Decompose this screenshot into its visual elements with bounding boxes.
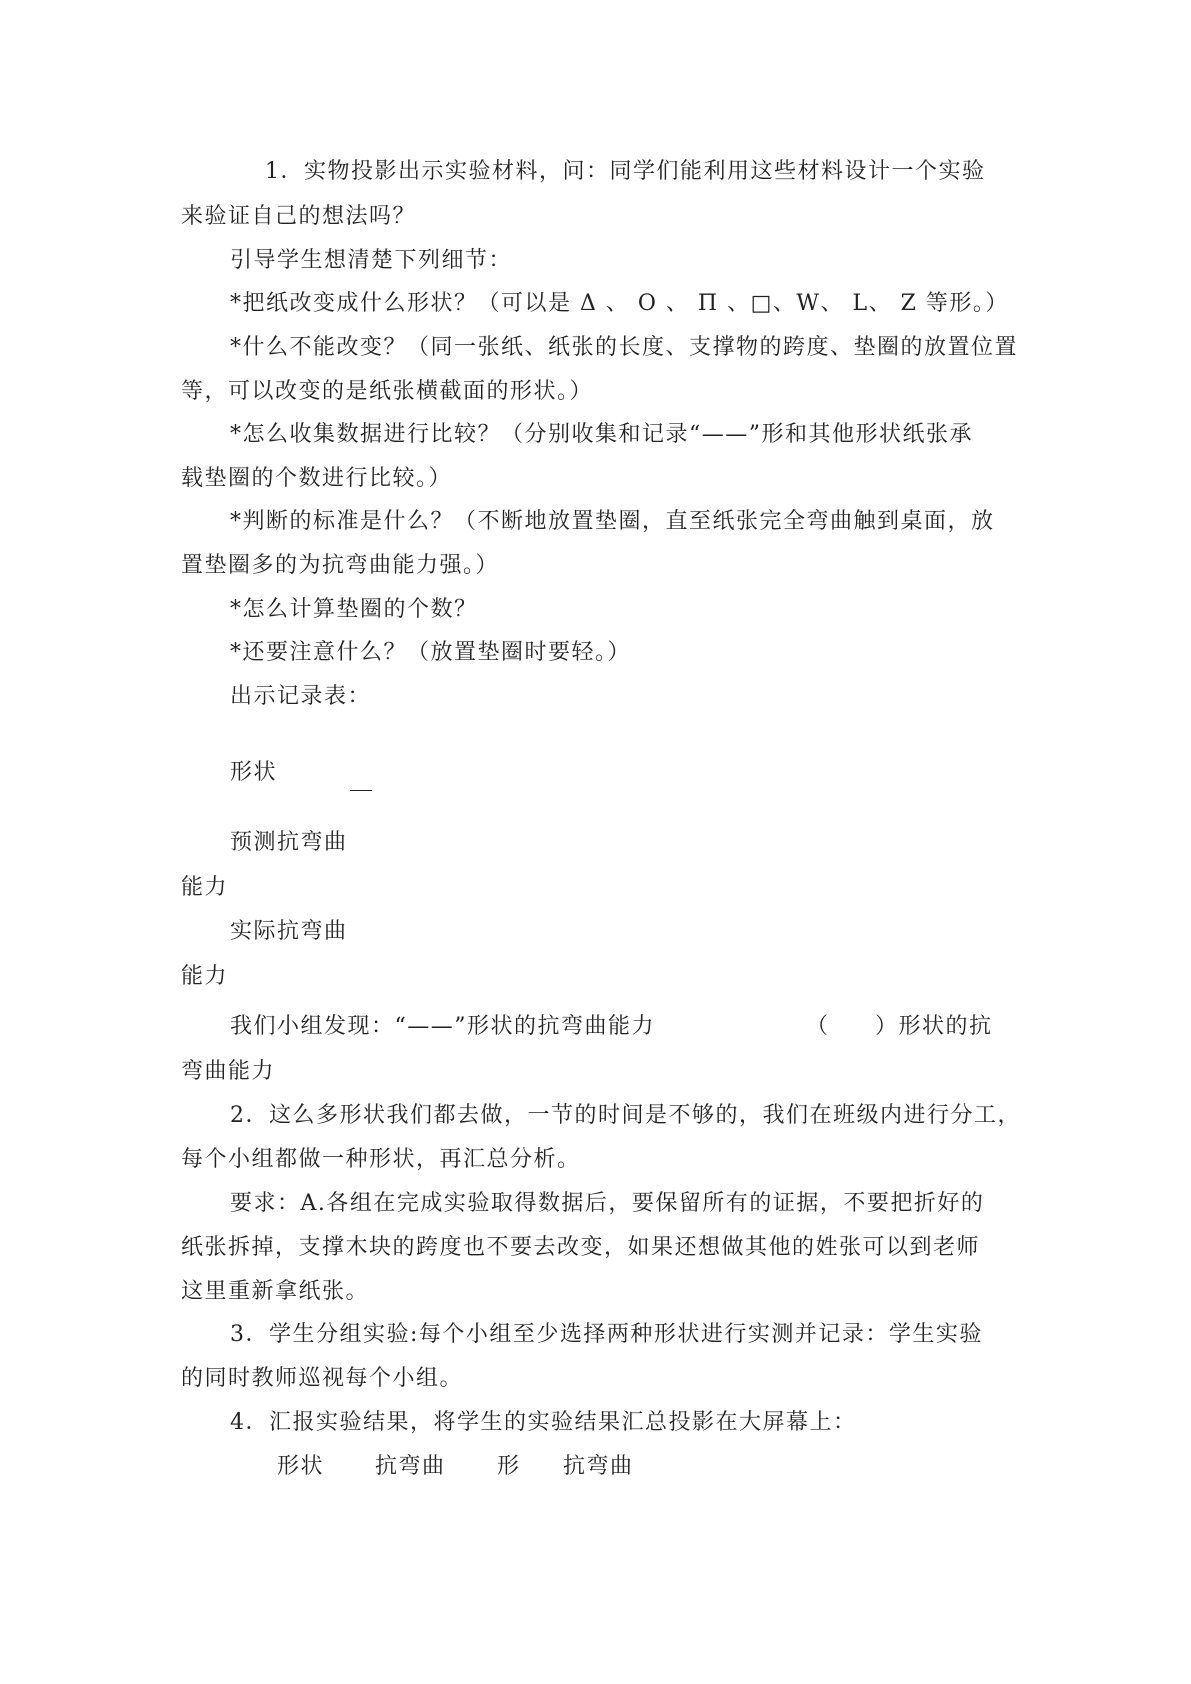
table-label-shape: 形状 bbox=[230, 760, 278, 785]
detail-constant-line-2: 等，可以改变的是纸张横截面的形状。） bbox=[181, 379, 594, 404]
table-label-predict-line-2: 能力 bbox=[181, 875, 229, 900]
detail-collect-line-2: 载垫圈的个数进行比较。） bbox=[181, 466, 453, 491]
table-dash-mark bbox=[350, 790, 372, 791]
summary-col-bend-1: 抗弯曲 bbox=[375, 1454, 446, 1479]
finding-text: 我们小组发现：“——”形状的抗弯曲能力 bbox=[230, 1014, 655, 1039]
table-label-actual-line-2: 能力 bbox=[181, 964, 229, 989]
para-3-line-1: 3．学生分组实验:每个小组至少选择两种形状进行实测并记录：学生实验 bbox=[230, 1322, 983, 1347]
guide-heading: 引导学生想清楚下列细节： bbox=[230, 248, 513, 273]
para-1-line-2: 来验证自己的想法吗？ bbox=[181, 204, 417, 229]
detail-criteria-line-1: *判断的标准是什么？（不断地放置垫圈，直至纸张完全弯曲触到桌面，放 bbox=[230, 509, 995, 534]
finding-paren-close: ）形状的抗 bbox=[875, 1014, 993, 1039]
table-label-actual-line-1: 实际抗弯曲 bbox=[230, 919, 348, 944]
para-4: 4．汇报实验结果，将学生的实验结果汇总投影在大屏幕上： bbox=[230, 1410, 857, 1435]
finding-line-2: 弯曲能力 bbox=[181, 1059, 276, 1084]
detail-criteria-line-2: 置垫圈多的为抗弯曲能力强。） bbox=[181, 553, 500, 578]
detail-constant-line-1: *什么不能改变？（同一张纸、纸张的长度、支撑物的跨度、垫圈的放置位置 bbox=[230, 335, 1019, 360]
requirement-line-3: 这里重新拿纸张。 bbox=[181, 1279, 370, 1304]
record-table-heading: 出示记录表： bbox=[230, 684, 372, 709]
para-1-line-1: 1．实物投影出示实验材料，问：同学们能利用这些材料设计一个实验 bbox=[265, 159, 986, 184]
detail-count: *怎么计算垫圈的个数？ bbox=[230, 597, 478, 622]
table-label-predict-line-1: 预测抗弯曲 bbox=[230, 830, 348, 855]
para-2-line-2: 每个小组都做一种形状，再汇总分析。 bbox=[181, 1147, 581, 1172]
detail-caution: *还要注意什么？（放置垫圈时要轻。） bbox=[230, 640, 632, 665]
requirement-line-2: 纸张拆掉，支撑木块的跨度也不要去改变，如果还想做其他的姓张可以到老师 bbox=[181, 1235, 981, 1260]
summary-col-bend-2: 抗弯曲 bbox=[563, 1454, 634, 1479]
para-2-line-1: 2．这么多形状我们都去做，一节的时间是不够的，我们在班级内进行分工， bbox=[230, 1103, 1021, 1128]
para-3-line-2: 的同时教师巡视每个小组。 bbox=[181, 1366, 464, 1391]
detail-shape: *把纸改变成什么形状？（可以是 Δ 、 Ο 、 Π 、□、W、 L、 Z 等形。） bbox=[230, 291, 1009, 316]
requirement-line-1: 要求：A.各组在完成实验取得数据后，要保留所有的证据，不要把折好的 bbox=[230, 1191, 985, 1216]
detail-collect-line-1: *怎么收集数据进行比较？（分别收集和记录“——”形和其他形状纸张承 bbox=[230, 422, 973, 447]
summary-col-shape-2: 形 bbox=[497, 1454, 521, 1479]
finding-paren-open: （ bbox=[806, 1014, 830, 1039]
summary-col-shape-1: 形状 bbox=[277, 1454, 325, 1479]
